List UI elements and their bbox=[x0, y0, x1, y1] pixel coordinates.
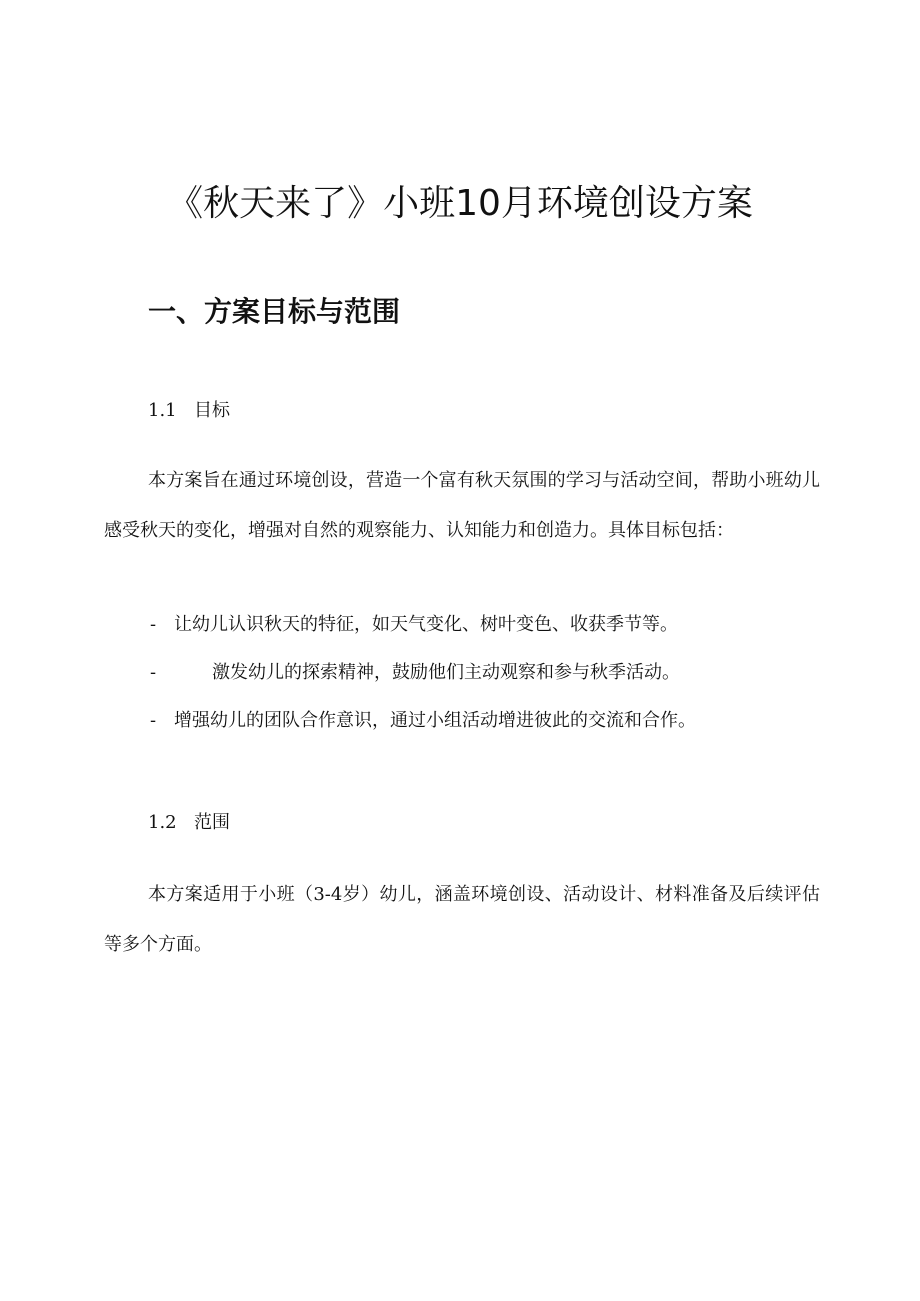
scope-paragraph: 本方案适用于小班（3-4岁）幼儿，涵盖环境创设、活动设计、材料准备及后续评估等多个方面。 bbox=[104, 884, 820, 955]
subsection-label: 目标 bbox=[194, 400, 230, 421]
goal-bullet-3 bbox=[150, 706, 830, 736]
subsection-label: 范围 bbox=[194, 812, 230, 833]
goals-paragraph: 本方案旨在通过环境创设，营造一个富有秋天氛围的学习与活动空间，帮助小班幼儿感受秋天的变化，增强对自然的观察能力、认知能力和创造力。具体目标包括： bbox=[104, 470, 820, 541]
bullet-marker: - bbox=[150, 662, 157, 683]
subsection-heading-goals bbox=[148, 396, 230, 426]
bullet-text: 激发幼儿的探索精神，鼓励他们主动观察和参与秋季活动。 bbox=[212, 662, 680, 683]
goal-bullet-1 bbox=[150, 610, 830, 640]
document-title: 《秋天来了》小班10月环境创设方案 bbox=[167, 183, 753, 224]
goal-bullet-2 bbox=[150, 658, 830, 688]
bullet-text: 让幼儿认识秋天的特征，如天气变化、树叶变色、收获季节等。 bbox=[174, 614, 678, 635]
bullet-marker: - bbox=[150, 614, 157, 635]
section-heading: 一、方案目标与范围 bbox=[148, 295, 401, 328]
subsection-heading-scope bbox=[148, 808, 230, 838]
bullet-marker: - bbox=[150, 710, 157, 731]
bullet-text: 增强幼儿的团队合作意识，通过小组活动增进彼此的交流和合作。 bbox=[174, 710, 696, 731]
subsection-number: 1.2 bbox=[148, 812, 177, 833]
subsection-number: 1.1 bbox=[148, 400, 177, 421]
